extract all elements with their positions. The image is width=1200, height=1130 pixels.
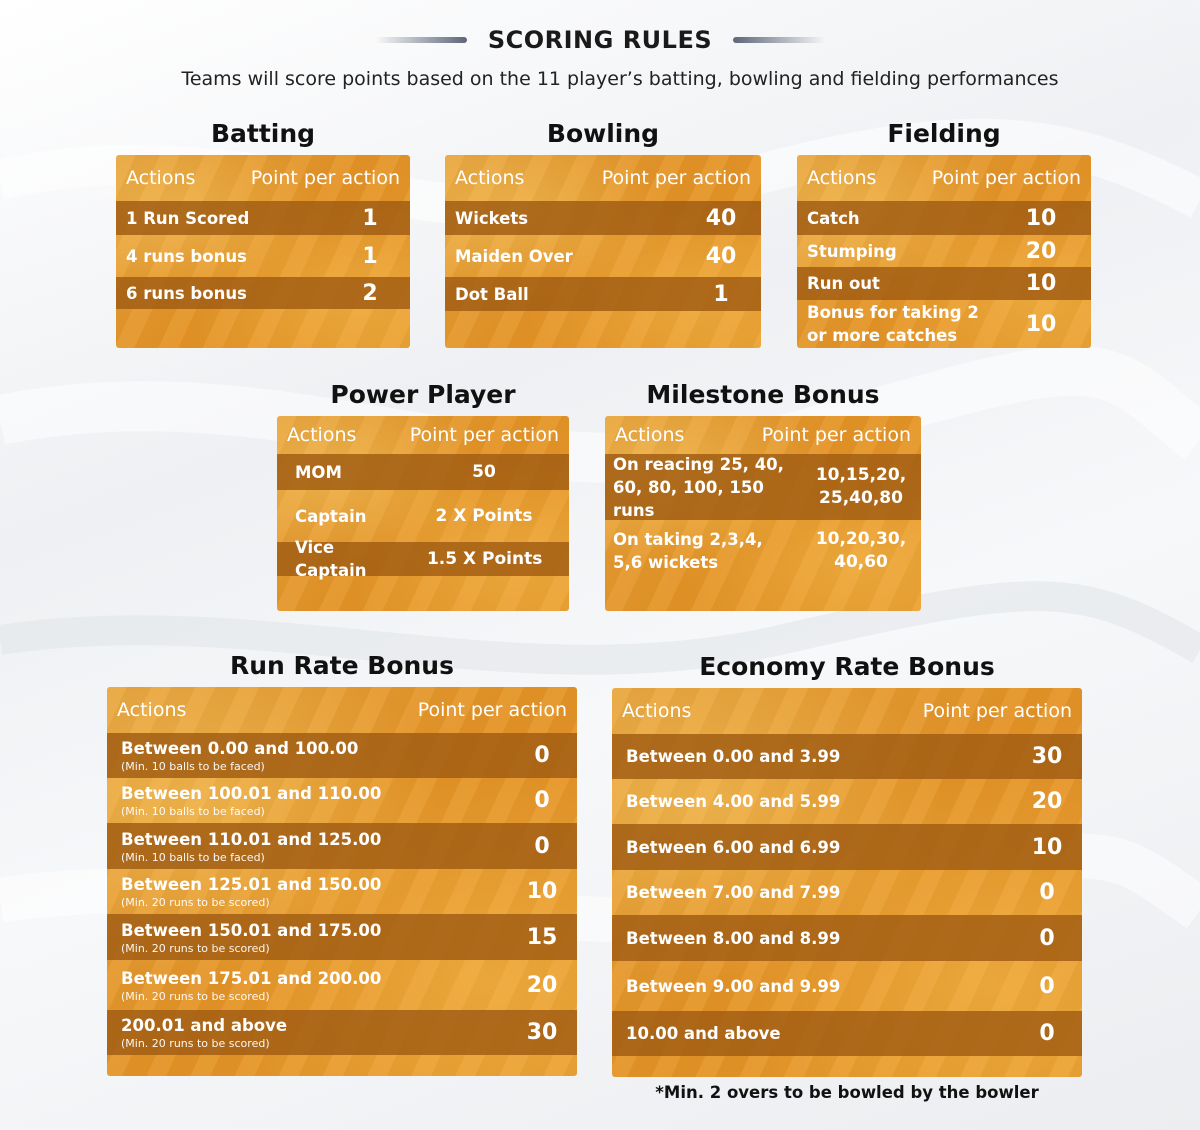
actions-header: Actions: [615, 424, 685, 446]
row-note: (Min. 20 runs to be scored): [121, 941, 270, 955]
row-points: 50: [472, 462, 496, 482]
row-action: Maiden Over: [455, 246, 573, 266]
points-header: Point per action: [250, 167, 400, 189]
run-rate-title: Run Rate Bonus: [230, 651, 454, 680]
table-row: [612, 734, 1082, 779]
actions-header: Actions: [117, 699, 187, 721]
row-action: 1 Run Scored: [126, 208, 250, 228]
row-points: 10: [1031, 834, 1063, 860]
table-row: [797, 235, 1091, 267]
header-rule-left: [375, 37, 467, 43]
row-action: MOM: [295, 462, 342, 482]
table-row: [107, 869, 577, 914]
actions-header: Actions: [287, 424, 357, 446]
row-action: 200.01 and above (Min. 20 runs to be scored): [121, 1016, 288, 1050]
row-points: 0: [1039, 925, 1055, 951]
row-action: Between 8.00 and 8.99: [626, 928, 841, 948]
actions-header: Actions: [622, 700, 692, 722]
bowling-table: [445, 155, 761, 348]
milestone-table: [605, 416, 921, 611]
row-points: 0: [1039, 1021, 1055, 1046]
row-action: Bonus for taking 2 or more catches: [807, 303, 979, 345]
row-action: Vice Captain: [295, 538, 367, 580]
table-row: [277, 490, 569, 542]
row-points: 20: [1025, 238, 1057, 264]
row-action: Catch: [807, 208, 860, 228]
row-action: Between 125.01 and 150.00 (Min. 20 runs to be scored): [121, 875, 382, 909]
table-header: [612, 688, 1082, 734]
row-action: Between 150.01 and 175.00 (Min. 20 runs to be scored): [121, 920, 382, 955]
bowling-title: Bowling: [546, 119, 660, 148]
row-action: Between 6.00 and 6.99: [626, 837, 841, 857]
row-points: 10: [526, 879, 558, 904]
table-header: [605, 416, 921, 454]
row-action: 10.00 and above: [626, 1024, 781, 1043]
row-points: 30: [1031, 744, 1063, 769]
table-row: [797, 201, 1091, 235]
row-action: Wickets: [455, 208, 529, 228]
actions-header: Actions: [807, 167, 877, 189]
row-points: 40: [705, 205, 737, 231]
table-row: [107, 1010, 577, 1055]
page-title: SCORING RULES: [487, 26, 713, 54]
row-action: Stumping: [807, 241, 897, 261]
row-points: 10: [1025, 271, 1057, 296]
table-row: [107, 778, 577, 823]
row-action: Dot Ball: [455, 284, 529, 304]
batting-table: [116, 155, 410, 348]
table-row: [107, 960, 577, 1010]
row-points: 0: [534, 833, 550, 859]
page-subtitle: Teams will score points based on the 11 player’s batting, bowling and fielding performances: [181, 68, 1059, 90]
table-header: [277, 416, 569, 454]
row-points: 10,15,20, 25,40,80: [815, 465, 907, 508]
row-action: Between 175.01 and 200.00 (Min. 20 runs to be scored): [121, 968, 382, 1003]
table-header: [797, 155, 1091, 201]
row-points: 15: [526, 924, 558, 950]
row-note: (Min. 10 balls to be faced): [121, 760, 265, 773]
row-points: 1: [713, 281, 729, 307]
bowling-section: [445, 116, 761, 348]
milestone-section: [605, 377, 921, 611]
table-row: [116, 235, 410, 277]
table-row: [445, 201, 761, 235]
row-points: 2: [362, 280, 378, 306]
actions-header: Actions: [126, 167, 196, 189]
row-points: 1.5 X Points: [426, 549, 543, 569]
points-header: Point per action: [761, 424, 911, 446]
row-note: (Min. 20 runs to be scored): [121, 989, 270, 1003]
run-rate-table: [107, 687, 577, 1076]
points-header: Point per action: [601, 167, 751, 189]
table-row: [107, 733, 577, 778]
points-header: Point per action: [417, 699, 567, 721]
power-player-table: [277, 416, 569, 611]
row-points: 0: [1039, 880, 1055, 905]
row-note: (Min. 10 balls to be faced): [121, 805, 265, 818]
row-points: 1: [362, 205, 378, 231]
row-points: 10: [1025, 311, 1057, 337]
table-row: [116, 201, 410, 235]
row-action: Run out: [807, 274, 880, 293]
row-action: On taking 2,3,4, 5,6 wickets: [613, 530, 763, 572]
table-row: [612, 824, 1082, 870]
row-action: Between 100.01 and 110.00 (Min. 10 balls to be faced): [121, 784, 382, 818]
row-action: Between 9.00 and 9.99: [626, 976, 841, 996]
economy-footnote: *Min. 2 overs to be bowled by the bowler: [655, 1083, 1039, 1102]
points-header: Point per action: [931, 167, 1081, 189]
table-row: [277, 538, 569, 580]
page-header: [0, 26, 1200, 54]
table-row: [612, 779, 1082, 824]
row-note: (Min. 20 runs to be scored): [121, 1037, 270, 1050]
table-row: [107, 914, 577, 960]
table-row: [612, 1011, 1082, 1056]
table-header: [107, 687, 577, 733]
row-points: 0: [534, 788, 550, 813]
row-action: On reacing 25, 40, 60, 80, 100, 150 runs: [613, 454, 784, 520]
table-header: [116, 155, 410, 201]
table-row: [797, 267, 1091, 300]
table-row: [612, 915, 1082, 961]
table-row: [277, 454, 569, 490]
row-points: 1: [362, 243, 378, 269]
table-row: [445, 277, 761, 311]
row-points: 20: [1031, 789, 1063, 814]
row-points: 2 X Points: [435, 506, 533, 526]
points-header: Point per action: [409, 424, 559, 446]
fielding-title: Fielding: [887, 119, 1001, 148]
table-row: [797, 300, 1091, 348]
row-action: 4 runs bonus: [126, 246, 247, 266]
table-row: [445, 235, 761, 277]
row-action: Between 7.00 and 7.99: [626, 883, 841, 902]
row-points: 10,20,30, 40,60: [815, 529, 907, 572]
table-row: [605, 454, 921, 520]
batting-section: [116, 116, 410, 348]
batting-title: Batting: [210, 119, 316, 148]
header-rule-right: [733, 37, 825, 43]
run-rate-section: [107, 648, 577, 1076]
row-action: Captain: [295, 506, 367, 526]
table-row: [116, 277, 410, 309]
table-row: [612, 870, 1082, 915]
points-header: Point per action: [922, 700, 1072, 722]
row-action: Between 0.00 and 100.00 (Min. 10 balls to be faced): [121, 739, 359, 773]
table-header: [445, 155, 761, 201]
row-points: 0: [534, 743, 550, 768]
row-points: 10: [1025, 205, 1057, 231]
row-points: 30: [526, 1020, 558, 1045]
row-note: (Min. 20 runs to be scored): [121, 896, 270, 909]
power-player-section: [277, 377, 569, 611]
actions-header: Actions: [455, 167, 525, 189]
economy-section: [612, 649, 1082, 1077]
row-action: 6 runs bonus: [126, 283, 247, 303]
row-points: 0: [1039, 973, 1055, 999]
table-row: [605, 520, 921, 582]
row-action: Between 4.00 and 5.99: [626, 792, 841, 811]
power-player-title: Power Player: [330, 380, 516, 409]
table-row: [107, 823, 577, 869]
fielding-table: [797, 155, 1091, 348]
row-points: 20: [526, 972, 558, 998]
row-action: Between 0.00 and 3.99: [626, 747, 841, 766]
row-note: (Min. 10 balls to be faced): [121, 850, 265, 864]
row-action: Between 110.01 and 125.00 (Min. 10 balls to be faced): [121, 829, 382, 864]
table-row: [612, 961, 1082, 1011]
economy-title: Economy Rate Bonus: [699, 652, 995, 681]
row-points: 40: [705, 243, 737, 269]
milestone-title: Milestone Bonus: [646, 380, 880, 409]
fielding-section: [797, 116, 1091, 348]
economy-table: [612, 688, 1082, 1077]
